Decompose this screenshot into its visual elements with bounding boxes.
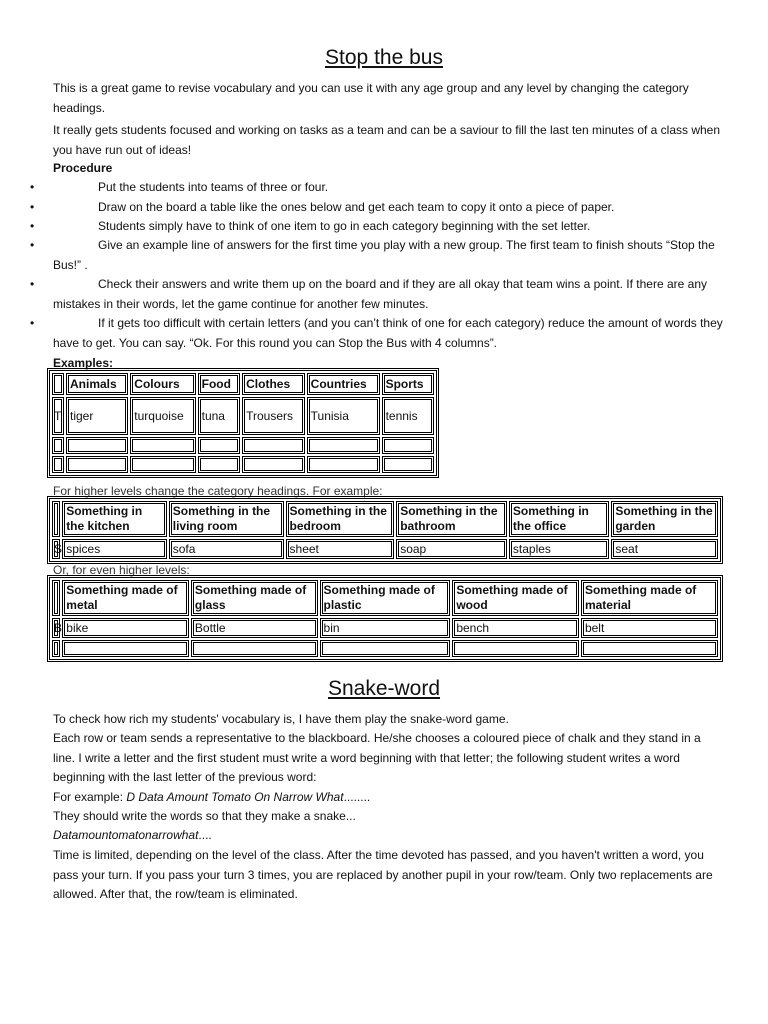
table-cell	[191, 640, 318, 657]
table-row-empty	[52, 640, 718, 657]
table-cell: belt	[581, 618, 718, 638]
procedure-step-4: Give an example line of answers for the first time you play with a new group. The first team to finish shouts “Stop the Bus!” .	[53, 238, 715, 272]
table-header-cell: Something made of metal	[62, 580, 189, 616]
bullet-dot-icon: •	[30, 277, 35, 291]
table-header-row	[52, 501, 718, 537]
table-header-cell: Colours	[130, 373, 195, 395]
table-header-cell: Something made of plastic	[320, 580, 451, 616]
table-header-cell: Something in the living room	[169, 501, 284, 537]
table-cell	[52, 580, 60, 616]
table-header-cell: Clothes	[242, 373, 305, 395]
row-letter-cell: B	[52, 618, 60, 638]
intro-paragraph-2: It really gets students focused and working on tasks as a team and can be a saviour to fill the last ten minutes of a class when you have run out of ideas!	[53, 123, 721, 157]
category-table-basic	[49, 370, 437, 476]
section-title-snake-word: Snake-word	[327, 677, 441, 700]
procedure-step-3: Students simply have to think of one item to go in each category beginning with the set letter.	[98, 219, 591, 233]
table-cell	[52, 456, 64, 473]
table-cell	[452, 640, 579, 657]
examples-heading: Examples:	[53, 356, 114, 370]
table-cell	[382, 456, 434, 473]
table-cell	[52, 437, 64, 454]
example-prefix: For example:	[53, 790, 127, 804]
table-cell	[242, 456, 305, 473]
bullet-dot-icon: •	[30, 316, 35, 330]
table-cell: spices	[62, 539, 167, 559]
table-cell: sofa	[169, 539, 284, 559]
table-cell	[307, 437, 380, 454]
table-cell	[66, 437, 128, 454]
table-cell: seat	[611, 539, 718, 559]
table-cell: bike	[62, 618, 189, 638]
table-cell: Tunisia	[307, 397, 380, 435]
table-cell	[130, 437, 195, 454]
higher-levels-caption: For higher levels change the category headings. For example:	[53, 484, 383, 498]
table-cell	[581, 640, 718, 657]
table-header-cell: Animals	[66, 373, 128, 395]
row-letter-cell: T	[52, 397, 64, 435]
snake-paragraph-2: Each row or team sends a representative to the blackboard. He/she chooses a coloured piece of chalk and they stand in a line. I write a letter and the first student must write a word beginning with that letter; the following student writes a word beginning with the last letter of the previous word:	[53, 731, 701, 784]
table-row-empty	[52, 437, 434, 454]
table-row	[52, 397, 434, 435]
table-cell: tiger	[66, 397, 128, 435]
example-ellipsis: ........	[343, 790, 371, 804]
table-cell: soap	[396, 539, 507, 559]
table-cell: tennis	[382, 397, 434, 435]
table-cell	[198, 456, 241, 473]
snake-word-text: Datamountomatonarrowhat	[53, 828, 199, 842]
snake-paragraph-4: Time is limited, depending on the level of the class. After the time devoted has passed, and you haven't written a word, you pass your turn. If you pass your turn 3 times, you are replaced by another pupil in your row/team. Only two replacements are allowed. After that, the row/team is eliminated.	[53, 848, 713, 901]
snake-word-example	[53, 826, 723, 846]
table-cell: Bottle	[191, 618, 318, 638]
table-header-row	[52, 373, 434, 395]
table-cell: Trousers	[242, 397, 305, 435]
table-header-cell: Sports	[382, 373, 434, 395]
table-row	[52, 539, 718, 559]
table-header-cell: Something made of glass	[191, 580, 318, 616]
table-cell	[320, 640, 451, 657]
section-title-stop-the-bus: Stop the bus	[325, 46, 443, 69]
bullet-dot-icon: •	[30, 238, 35, 252]
table-cell	[62, 640, 189, 657]
table-cell: staples	[509, 539, 609, 559]
table-header-cell: Something in the bedroom	[286, 501, 395, 537]
bullet-dot-icon: •	[30, 219, 35, 233]
bullet-dot-icon: •	[30, 200, 35, 214]
snake-paragraph-3: They should write the words so that they make a snake...	[53, 809, 356, 823]
table-cell	[52, 640, 60, 657]
category-table-materials	[49, 577, 721, 660]
procedure-step-6: If it gets too difficult with certain letters (and you can’t think of one for each category) reduce the amount of words they have to get. You can say. “Ok. For this round you can Stop the Bus with 4 columns”.	[53, 316, 723, 350]
snake-paragraph-1: To check how rich my students' vocabulary is, I have them play the snake-word game.	[53, 712, 509, 726]
snake-word-ellipsis: ....	[198, 828, 212, 842]
table-cell	[242, 437, 305, 454]
table-cell	[66, 456, 128, 473]
table-cell: sheet	[286, 539, 395, 559]
table-cell	[52, 501, 60, 537]
intro-paragraph-1: This is a great game to revise vocabulary and you can use it with any age group and any level by changing the category headings.	[53, 81, 689, 115]
table-header-cell: Something made of material	[581, 580, 718, 616]
table-cell	[52, 373, 64, 395]
table-cell	[382, 437, 434, 454]
table-cell: tuna	[198, 397, 241, 435]
table-cell	[307, 456, 380, 473]
table-cell	[198, 437, 241, 454]
example-words: D Data Amount Tomato On Narrow What	[126, 790, 344, 804]
table-cell: bench	[452, 618, 579, 638]
table-header-cell: Something made of wood	[452, 580, 579, 616]
table-header-cell: Something in the office	[509, 501, 609, 537]
row-letter-cell: S	[52, 539, 60, 559]
table-header-cell: Something in the kitchen	[62, 501, 167, 537]
snake-example-line	[53, 788, 723, 808]
table-header-cell: Countries	[307, 373, 380, 395]
procedure-step-2: Draw on the board a table like the ones below and get each team to copy it onto a piece of paper.	[98, 200, 615, 214]
table-header-cell: Food	[198, 373, 241, 395]
procedure-heading: Procedure	[53, 161, 113, 175]
table-header-cell: Something in the garden	[611, 501, 718, 537]
table-cell: bin	[320, 618, 451, 638]
table-cell	[130, 456, 195, 473]
table-cell: turquoise	[130, 397, 195, 435]
even-higher-levels-caption: Or, for even higher levels:	[53, 563, 190, 577]
procedure-step-5: Check their answers and write them up on the board and if they are all okay that team wins a point. If there are any mistakes in their words, let the game continue for another few minutes.	[53, 277, 707, 311]
table-header-row	[52, 580, 718, 616]
table-row-empty	[52, 456, 434, 473]
bullet-dot-icon: •	[30, 180, 35, 194]
table-header-cell: Something in the bathroom	[396, 501, 507, 537]
procedure-step-1: Put the students into teams of three or four.	[98, 180, 329, 194]
category-table-rooms	[49, 498, 721, 562]
table-row	[52, 618, 718, 638]
